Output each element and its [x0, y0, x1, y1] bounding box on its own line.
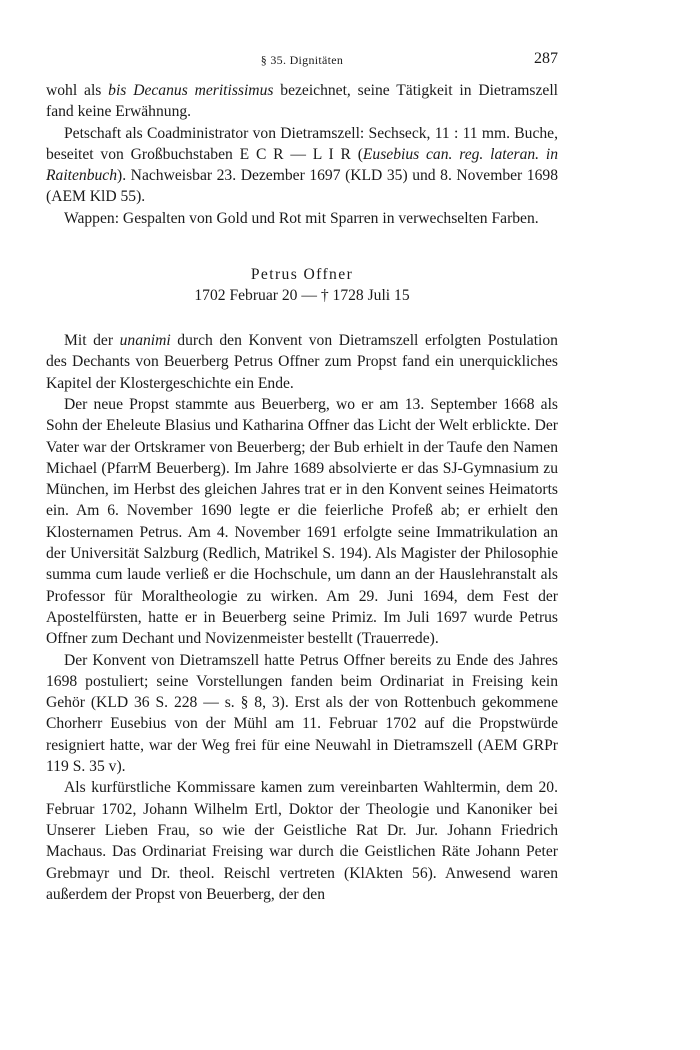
text-run: ). Nachweisbar 23. Dezember 1697 (KLD 35) und 8. November 1698 (AEM KlD 55).	[46, 167, 558, 206]
paragraph	[46, 330, 558, 394]
seal-inscription: Eusebius can. reg. lateran. in Raitenbuch	[46, 145, 558, 185]
text-run: Mit der	[64, 332, 120, 350]
section-title: § 35. Dignitäten	[260, 53, 344, 67]
latin-phrase: bis Decanus meritissimus	[108, 82, 274, 99]
text-run: durch den Konvent von Dietramszell erfolgten Postulation des Dechants von Beuerberg Petrus Offner zum Propst fand ein unerquickliches Kapitel der Klostergeschichte ein Ende.	[46, 332, 558, 392]
latin-phrase: unanimi	[119, 332, 171, 350]
text-run: bezeichnet, seine Tätigkeit in Dietramszell fand keine Erwähnung.	[46, 82, 558, 121]
entry-dates: 1702 Februar 20 — † 1728 Juli 15	[194, 287, 410, 305]
paragraph	[46, 123, 558, 208]
entry-name: Petrus Offner	[250, 266, 354, 284]
paragraph	[46, 80, 558, 123]
page-number: 287	[534, 50, 558, 67]
body-text	[46, 80, 558, 905]
paragraph: Als kurfürstliche Kommissare kamen zum vereinbarten Wahltermin, dem 20. Februar 1702, Johann Wilhelm Ertl, Doktor der Theologie und Kanoniker bei Unserer Lieben Frau, so wie der Geistliche Rat Dr. Jur. Johann Friedrich Machaus. Das Ordinariat Freising war durch die Geistlichen Räte Johann Peter Grebmayr und Dr. theol. Reischl vertreten (KlAkten 56). Anwesend waren außerdem der Propst von Beuerberg, der den	[46, 779, 558, 903]
running-head	[46, 48, 558, 72]
entry-heading	[46, 265, 558, 306]
paragraph: Der Konvent von Dietramszell hatte Petrus Offner bereits zu Ende des Jahres 1698 postuliert; seine Vorstellungen fanden beim Ordinariat in Freising kein Gehör (KLD 36 S. 228 — s. § 8, 3). Erst als der von Rottenbuch gekommene Chorherr Eusebius von der Mühl am 11. Februar 1702 auf die Propstwürde resigniert hatte, war der Weg frei für eine Neuwahl in Dietramszell (AEM GRPr 119 S. 35 v).	[46, 651, 558, 776]
paragraph: Der neue Propst stammte aus Beuerberg, wo er am 13. September 1668 als Sohn der Eheleute Blasius und Katharina Offner das Licht der Welt erblickte. Der Vater war der Ortskramer von Beuerberg; der Bub erhielt in der Taufe den Namen Michael (PfarrM Beuerberg). Im Jahre 1689 absolvierte er das SJ-Gymnasium zu München, im Herbst des gleichen Jahres trat er in den Konvent seines Heimatorts ein. Am 6. November 1690 legte er die feierliche Profeß ab; er erhielt den Klosternamen Petrus. Am 4. November 1691 erfolgte seine Immatrikulation an der Universität Salzburg (Redlich, Matrikel S. 194). Als Magister der Philosophie summa cum laude verließ er die Hochschule, um dann an der Hauslehranstalt als Professor für Moraltheologie zu wirken. Am 29. Juni 1694, dem Fest der Apostelfürsten, hatte er in Beuerberg seine Primiz. Im Juli 1697 wurde Petrus Offner zum Dechant und Novizenmeister bestellt (Trauerrede).	[46, 395, 558, 648]
paragraph: Wappen: Gespalten von Gold und Rot mit Sparren in verwechselten Farben.	[64, 209, 539, 227]
text-run: wohl als	[46, 82, 109, 99]
text-run: Petschaft als Coadministrator von Dietramszell: Sechseck, 11 : 11 mm. Buche, beseitet von Großbuchstaben E C R — L I R (	[46, 124, 558, 163]
